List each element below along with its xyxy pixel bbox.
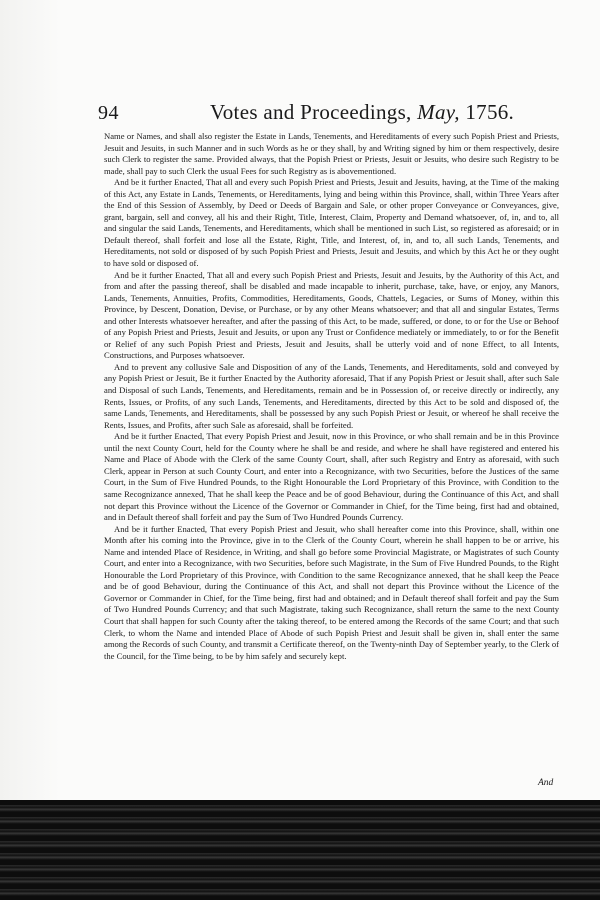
paragraph: And be it further Enacted, That every Popish Priest and Jesuit, now in this Province, or who shall remain and be in this Province until the next County Court, held for the County where he shall be and reside, and where he shall have registered and entered his Name and Place of Abode with the Clerk of the same County Court, shall, after such Registry and Entry as aforesaid, with such Clerk, appear in Person at such County Court, and enter into a Recognizance, with two Securities, before the Justices of the same Court, in the Sum of Five Hundred Pounds, to the Right Honourable the Lord Proprietary of this Province, with Condition to the same Recognizance annexed, That he shall keep the Peace and be of good Behaviour, during the Continuance of this Act, and shall not depart this Province without the Licence of the Governor or Commander in Chief, for the Time being, first had and obtained, and in Default thereof shall forfeit and pay the Sum of Two Hundred Pounds Currency. [104, 431, 559, 523]
paragraph: Name or Names, and shall also register the Estate in Lands, Tenements, and Hereditaments of every such Popish Priest and Priests, Jesuit and Jesuits, in such Manner and in such Words as he or they shall, by and Writing signed by him or them respectively, desire such Clerk to register the same. Provided always, that the Popish Priest or Priests, Jesuit or Jesuits, who desire such Registry to be made, shall pay to such Clerk the usual Fees for such Registry as is abovementioned. [104, 131, 559, 176]
paragraph: And be it further Enacted, That every Popish Priest and Jesuit, who shall hereafter come into this Province, shall, within one Month after his coming into the Province, give in to the Clerk of the County Court, wherein he shall happen to be or arrive, his Name and intended Place of Residence, in Writing, and shall go before some Provincial Magistrate, or Magistrates of such County Court, and enter into a Recognizance, with two Securities, before such Magistrate, in the Sum of Five Hundred Pounds, to the Right Honourable the Lord Proprietary of this Province, with Condition to the same Recognizance annexed, that he shall keep the Peace and be of good Behaviour, during the Continuance of this Act, and shall not depart this Province without the Licence of the Governor or Commander in Chief, for the Time being, first had and obtained; and in Default thereof shall forfeit and pay the Sum of Two Hundred Pounds Currency; and that such Magistrate, taking such Recognizance, shall return the same to the next County Court that shall happen for such County after the taking thereof, to be entered among the Records of the same Court; and that such Clerk, to whom the Name and intended Place of Abode of such Popish Priest and Jesuit shall be given in, shall enter the same among the Records of such County, and transmit a Certificate thereof, on the Twenty-ninth Day of September yearly, to the Clerk of the Council, for the Time being, to be by him safely and securely kept. [104, 523, 559, 661]
body-text [104, 131, 559, 662]
page-edge-shading [0, 0, 60, 900]
page-number: 94 [98, 102, 119, 124]
catchword: And [538, 778, 554, 788]
running-title-month: May, [417, 100, 460, 124]
running-title-year: 1756. [465, 100, 515, 124]
paragraph: And be it further Enacted, That all and every such Popish Priest and Priests, Jesuit and Jesuits, having, at the Time of the making of this Act, any Estate in Lands, Tenements, or Hereditaments, lying and being within this Province, shall, within Three Years after the End of this Session of Assembly, by Deed or Deeds of Bargain and Sale, or other proper Conveyance or Conveyances, give, grant, bargain, sell and convey, all his and their Right, Title, Interest, Claim, Property and Demand whatsoever, of, in, and to, all and singular the said Lands, Tenements, and Hereditaments, which shall be mentioned in such List, so registered as aforesaid; or in Default thereof, shall forfeit and lose all the Estate, Right, Title, and Interest, of, in, and to, all such Lands, Tenements, and Hereditaments, not sold or disposed of by such Popish Priest and Priests, Jesuit and Jesuits, and which by this Act he or they ought to have sold or disposed of. [104, 177, 559, 269]
scan-dark-band [0, 800, 600, 900]
running-title [210, 100, 514, 125]
paragraph: And be it further Enacted, That all and every such Popish Priest and Priests, Jesuit and Jesuits, by the Authority of this Act, and from and after the passing thereof, shall be disabled and made incapable to inherit, purchase, take, have, or enjoy, any Manors, Lands, Tenements, Annuities, Profits, Commodities, Hereditaments, Goods, Chattels, Legacies, or Sums of Money, within this Province, by Descent, Donation, Devise, or Purchase, or by any other Means whatsoever; and that all and singular Estates, Terms and other Interests whatsoever hereafter, and after the passing of this Act, to be made, suffered, or done, to or for the Use or Behoof of any Popish Priest and Priests, Jesuit and Jesuits, or upon any Trust or Confidence mediately or immediately, to or for the Benefit or Relief of any such Popish Priest and Priests, Jesuit and Jesuits, shall be utterly void and of none Effect, to all Intents, Constructions, and Purposes whatsoever. [104, 269, 559, 361]
running-title-prefix: Votes and Proceedings, [210, 100, 412, 124]
page-header [98, 100, 558, 128]
paragraph: And to prevent any collusive Sale and Disposition of any of the Lands, Tenements, and Hereditaments, sold and conveyed by any Popish Priest or Jesuit, Be it further Enacted by the Authority aforesaid, That if any Popish Priest or Jesuit shall, after such Sale and Disposal of such Lands, Tenements, and Hereditaments, remain and be in Possession of, or receive directly or indirectly, any Rents, Issues, or Profits, of any such Lands, Tenements, and Hereditaments, directed by this Act to be sold and disposed of, the same Lands, Tenements, and Hereditaments, shall be possessed by any such Popish Priest or Jesuit, or whereof he shall receive the Rents, Issues, and Profits, after such Sale as aforesaid, shall be forfeited. [104, 361, 559, 430]
